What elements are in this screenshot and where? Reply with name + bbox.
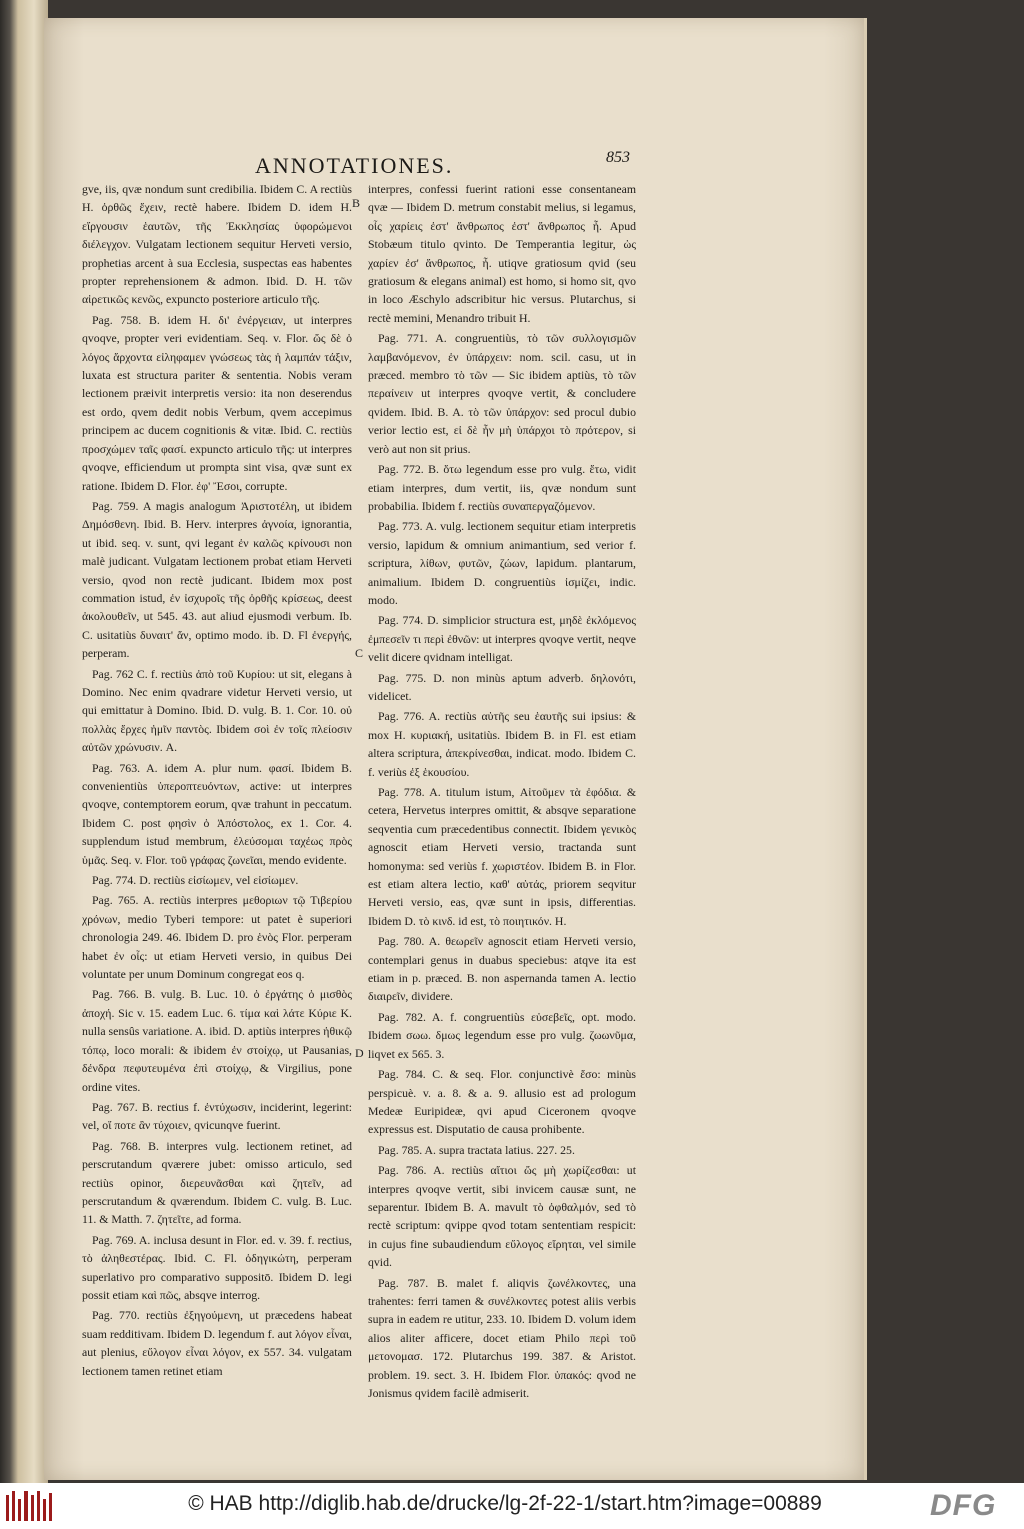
paragraph: interpres, confessi fuerint rationi esse consentaneam qvæ — Ibidem D. metrum constabit melius, si legamus, οἷς χαρίεις ἐστ' ἄνθρωπος ἐστ' ἄνθρωπος ἦ. Apud Stobæum titulo qvinto. De Temperantia legitur, ὡς χαρίεν ἐσ' ἄνθρωπος, ἦ. utiqve gratiosum qvid (seu gratiosum & elegans animal) est homo, si homo sit, qvo in loco Æschylo adscribitur hic versus. Plutarchus, si rectè memini, Menandro tribuit H. (368, 182, 636, 325)
source-url-link[interactable]: http://diglib.hab.de/drucke/lg-2f-22-1/start.htm?image=00889 (258, 1492, 822, 1515)
book-binding-edge (0, 0, 48, 1483)
paragraph: Pag. 785. A. supra tractata latius. 227. 25. (378, 1142, 575, 1157)
paragraph: Pag. 773. A. vulg. lectionem sequitur etiam interpretis versio, lapidum & omnium animantium, sed verior f. scriptura, λίθων, φυτῶν, ζώων, lapidum. plantarum, animalium. Ibidem D. congruentiùs ἰσμίζει, indic. modo. (368, 519, 636, 607)
left-text-column (82, 180, 352, 1382)
footer-bar (0, 1483, 1024, 1529)
paragraph: Pag. 765. A. rectiùs interpres μεθοριων τῷ Τιβερίου χρόνων, medio Tyberi tempore: ut patet è superiori chronologia 249. 46. Ibidem D. pro ἑνὸς Flor. perperam habet ἐν οἷς: ut etiam Herveti versio, in quibus Dei voluntate per unum Dominum congregat eos q. (82, 893, 352, 982)
paragraph: Pag. 784. C. & seq. Flor. conjunctivè ἔσο: minùs perspicuè. v. a. 8. & a. 9. allusio est ad prologum Medeæ Euripideæ, qvi apud Ciceronem qvoqve expressus est. Disputatio de causa prohibente. (368, 1067, 636, 1137)
paragraph: Pag. 762 C. f. rectiùs ἀπὸ τοῦ Κυρίου: ut sit, elegans à Domino. Nec enim qvadrare videtur Herveti versio, ut qui emittatur à Domino. Ibid. D. vulg. B. 1. Cor. 10. οὐ πολλὰς ἔρχες ἡμῖν παντὸς. Ibidem σοὶ ἐν τοῖς πλείοσιν αὐτῶν χρώνυσιν. A. (82, 666, 352, 755)
paragraph: Pag. 767. B. rectius f. ἐντύχωσιν, inciderint, legerint: vel, οἵ ποτε ἂν τύχοιεν, qvicunqve fuerint. (82, 1099, 352, 1133)
paragraph: Pag. 771. A. congruentiùs, τὸ τῶν συλλογισμῶν λαμβανόμενον, ἐν ὑπάρχειν: nom. scil. casu, ut in præced. membro τὸ τῶν — Sic ibidem aptiùs, τὸ τῶν περαίνειν ut interpres qvoqve vertit, & concludere qvidem. Ibid. B. A. τὸ τῶν ὑπάρχον: sed procul dubio verior lectio est, εἰ δὲ ἦν μὴ ὑπάρχοι τὸ πρότερον, si verò aut non sit prius. (368, 331, 636, 456)
dfg-logo: DFG (930, 1489, 997, 1522)
paragraph: Pag. 772. B. ὅτω legendum esse pro vulg. ἔτω, vidit etiam interpres, dum vertit, iis, qvæ nondum sunt probabilia. Ibidem f. rectiùs συναπεργαζόμενον. (368, 462, 636, 513)
paragraph: Pag. 782. A. f. congruentiùs εὐσεβεῖς, opt. modo. Ibidem σωω. δμως legendum esse pro vulg. ζωωνῦμα, liqvet ex 565. 3. (368, 1009, 636, 1061)
copyright-text: © HAB (188, 1492, 253, 1515)
paragraph: Pag. 759. A magis analogum Ἀριστοτέλη, ut ibidem Δημόσθενη. Ibid. B. Herv. interpres ἀγνοία, ignorantia, ut ibid. seq. v. sunt, qvi legant ἐν καλῶς κρίνουσι non malè judicant. Vulgatam lectionem probat etiam Herveti versio, qvod non rectè judicant. Ibidem mox post commation istud, ἐν ἰσχυροῖς τῆς ὀρθῆς κρίσεως, deest ἀκολουθεῖν, ut 545. 43. aut aliud ejusmodi verbum. Ib. C. usitatiùs δυναιτ' ἄν, optimo modo. ib. D. Fl ἐνεργής, perperam. (82, 498, 352, 661)
hab-logo-icon (6, 1491, 52, 1521)
paragraph: Pag. 768. B. interpres vulg. lectionem retinet, ad perscrutandum qværere jubet: omisso articulo, sed rectiùs opinor, διερευνᾶσθαι καὶ ζητεῖν, ad perscrutandum & qværendum. Ibidem C. vulg. B. Luc. 11. & Matth. 7. ζητεῖτε, ad forma. (82, 1138, 352, 1227)
paragraph: Pag. 775. D. non minùs aptum adverb. δηλονότι, videlicet. (368, 670, 636, 703)
paragraph: Pag. 769. A. inclusa desunt in Flor. ed. v. 39. f. rectius, τὸ ἀληθεστέρας. Ibid. C. Fl. ὀδηγικώτη, perperam superlativo pro comparativo suppositō. Ibidem D. legi possit etiam καὶ πῶς, absqve interrog. (82, 1232, 352, 1302)
paragraph: Pag. 786. A. rectiùs αἴτιοι ὥς μὴ χωρίζεσθαι: ut interpres qvoqve vertit, sibi invicem causæ sunt, ne separentur. Ibidem B. A. mavult τὸ ὀφθαλμόν, sed τὸ rectè scriptum: qvippe qvod totam sententiam respicit: in cujus fine subaudiendum εὔλογος εἴρηται, vel simile qvid. (368, 1163, 636, 1270)
paragraph: Pag. 758. B. idem H. δι' ἐνέργειαν, ut interpres qvoqve, propter veri evidentiam. Seq. v. Flor. ὥς δὲ ὁ λόγος ἄρχοντα εἰληφαμεν γνώσεως τὰς ἡ λαμπάν τάξιν, luxata est structura pariter & sententia. Nobis veram lectionem præivit interpretis versio: ita non deserendus est ordo, qvem dedit nobis Verbum, qvem accepimus principem ac ducem cognitionis & vitæ. Ibid. C. rectiùs προσχώμεν ταῖς φασί. expuncto articulo τῆς: ut interpres qvoqve, efficiendum ut prompta sint visa, qvæ sunt ex ratione. Ibidem D. Flor. ἐφ' Ἔσοι, corrupte. (82, 312, 352, 493)
right-text-column (368, 180, 636, 1404)
paragraph: Pag. 763. A. idem A. plur num. φασί. Ibidem B. convenientiùs ὑπεροπτευόντων, active: ut interpres qvoqve, contemptorem eorum, qvæ trahunt in peccatum. Ibidem C. post φησὶν ὁ Ἀπόστολος, ex 1. Cor. 4. supplendum istud membrum, ἐλεύσομαι ταχέως πρὸς ὑμᾶς. Seq. v. Flor. τοῦ γράφας ζωνεῖαι, mendo evidente. (82, 760, 352, 867)
paragraph: gve, iis, qvæ nondum sunt credibilia. Ibidem C. A rectiùs H. ὀρθῶς ἔχειν, rectè habere. Ibidem D. idem H. εἴργουσιν ἑαυτῶν, τῆς Ἐκκλησίας ὑφορώμενοι διέλεγχον. Vulgatam lectionem sequitur Herveti versio, prophetias arcent à sua Ecclesia, suspectas eas habentes propter reprehensionem & admon. Ibid. D. H. τῶν αἱρετικῶς κενῶς, expuncto posteriore articulo τῆς. (82, 182, 352, 307)
margin-letter: D (355, 1046, 364, 1060)
page-number: 853 (606, 149, 630, 166)
paragraph: Pag. 778. A. titulum istum, Αἰτοῦμεν τὰ ἐφόδια. & cetera, Hervetus interpres omittit, & absqve separatione seqventia cum præcedentibus connectit. Ibidem γενικὸς agnoscit etiam Herveti versio, tractanda sunt homonyma: sed veriùs f. χωριστέον. Ibidem B. in Flor. est etiam altera lectio, καθ' αὑτάς, priorem seqvitur Herveti versio, eas, qvæ sunt in ipsis, differentias. Ibidem D. τὸ κινδ. id est, τὸ ποιητικόν. H. (368, 785, 636, 928)
footer-credit (110, 1492, 900, 1516)
paragraph: Pag. 780. A. θεωρεῖν agnoscit etiam Herveti versio, contemplari genus in duabus speciebus: atqve ita est etiam in p. præced. B. non aspernanda tamen A. lectio διαιρεῖν, dividere. (368, 934, 636, 1004)
paragraph: Pag. 770. rectiùs ἐξηγούμενη, ut præcedens habeat suam redditivam. Ibidem D. legendum f. aut λόγον εἶναι, aut plenius, εὔλογον εἶναι λόγον, ex 557. 34. vulgatam lectionem tamen retinet etiam (82, 1308, 352, 1378)
paragraph: Pag. 787. B. malet f. aliqvis ζωνέλκοντες, una trahentes: ferri tamen & συνέλκοντες potest aliis verbis supra in eadem re utitur, 233. 10. Ibidem D. volum idem alios aliter afficere, docet etiam Philo περὶ τοῦ μετονομασ. 172. Plutarchus 199. 387. & Aristot. problem. 19. sect. 3. H. Ibidem Flor. ὑπακός: qvod ne Jonismus qvidem facilè admiserit. (368, 1275, 636, 1400)
page-header: ANNOTATIONES. (255, 153, 454, 178)
paragraph: Pag. 774. D. simplicior structura est, μηδὲ ἐκλόμενος ἐμπεσεῖν τι περὶ ἐθνῶν: ut interpres qvoqve vertit, neqve velit dicere qvidnam intelligat. (368, 613, 636, 665)
margin-letter: C (355, 646, 364, 660)
paragraph: Pag. 774. D. rectiùs εἰσίωμεν, vel εἰσίωμεν. (92, 873, 299, 888)
margin-letter: B (352, 196, 361, 210)
paragraph: Pag. 776. A. rectiùs αὑτῆς seu ἑαυτῆς sui ipsius: & mox H. κυριακή, usitatiùs. Ibidem B. in Fl. est etiam altera scriptura, ἀπεκρίνεσθαι, indicat. modo. Ibidem C. f. veriùs ἐξ ἑκουσίου. (368, 709, 636, 779)
paragraph: Pag. 766. B. vulg. B. Luc. 10. ὁ ἐργάτης ὁ μισθὸς ἀποχή. Sic v. 15. eadem Luc. 6. τίμα καὶ λάτε Κύριε K. nulla sensûs variatione. A. ibid. D. aptiùs interpres ἠθικῷ τόπῳ, loco morali: & ibidem ἐν στοίχῳ, ut Pausanias, δένδρα πεφυτευμένα ἐπὶ στοίχῳ, & Virgilius, pone ordine vites. (82, 987, 352, 1094)
